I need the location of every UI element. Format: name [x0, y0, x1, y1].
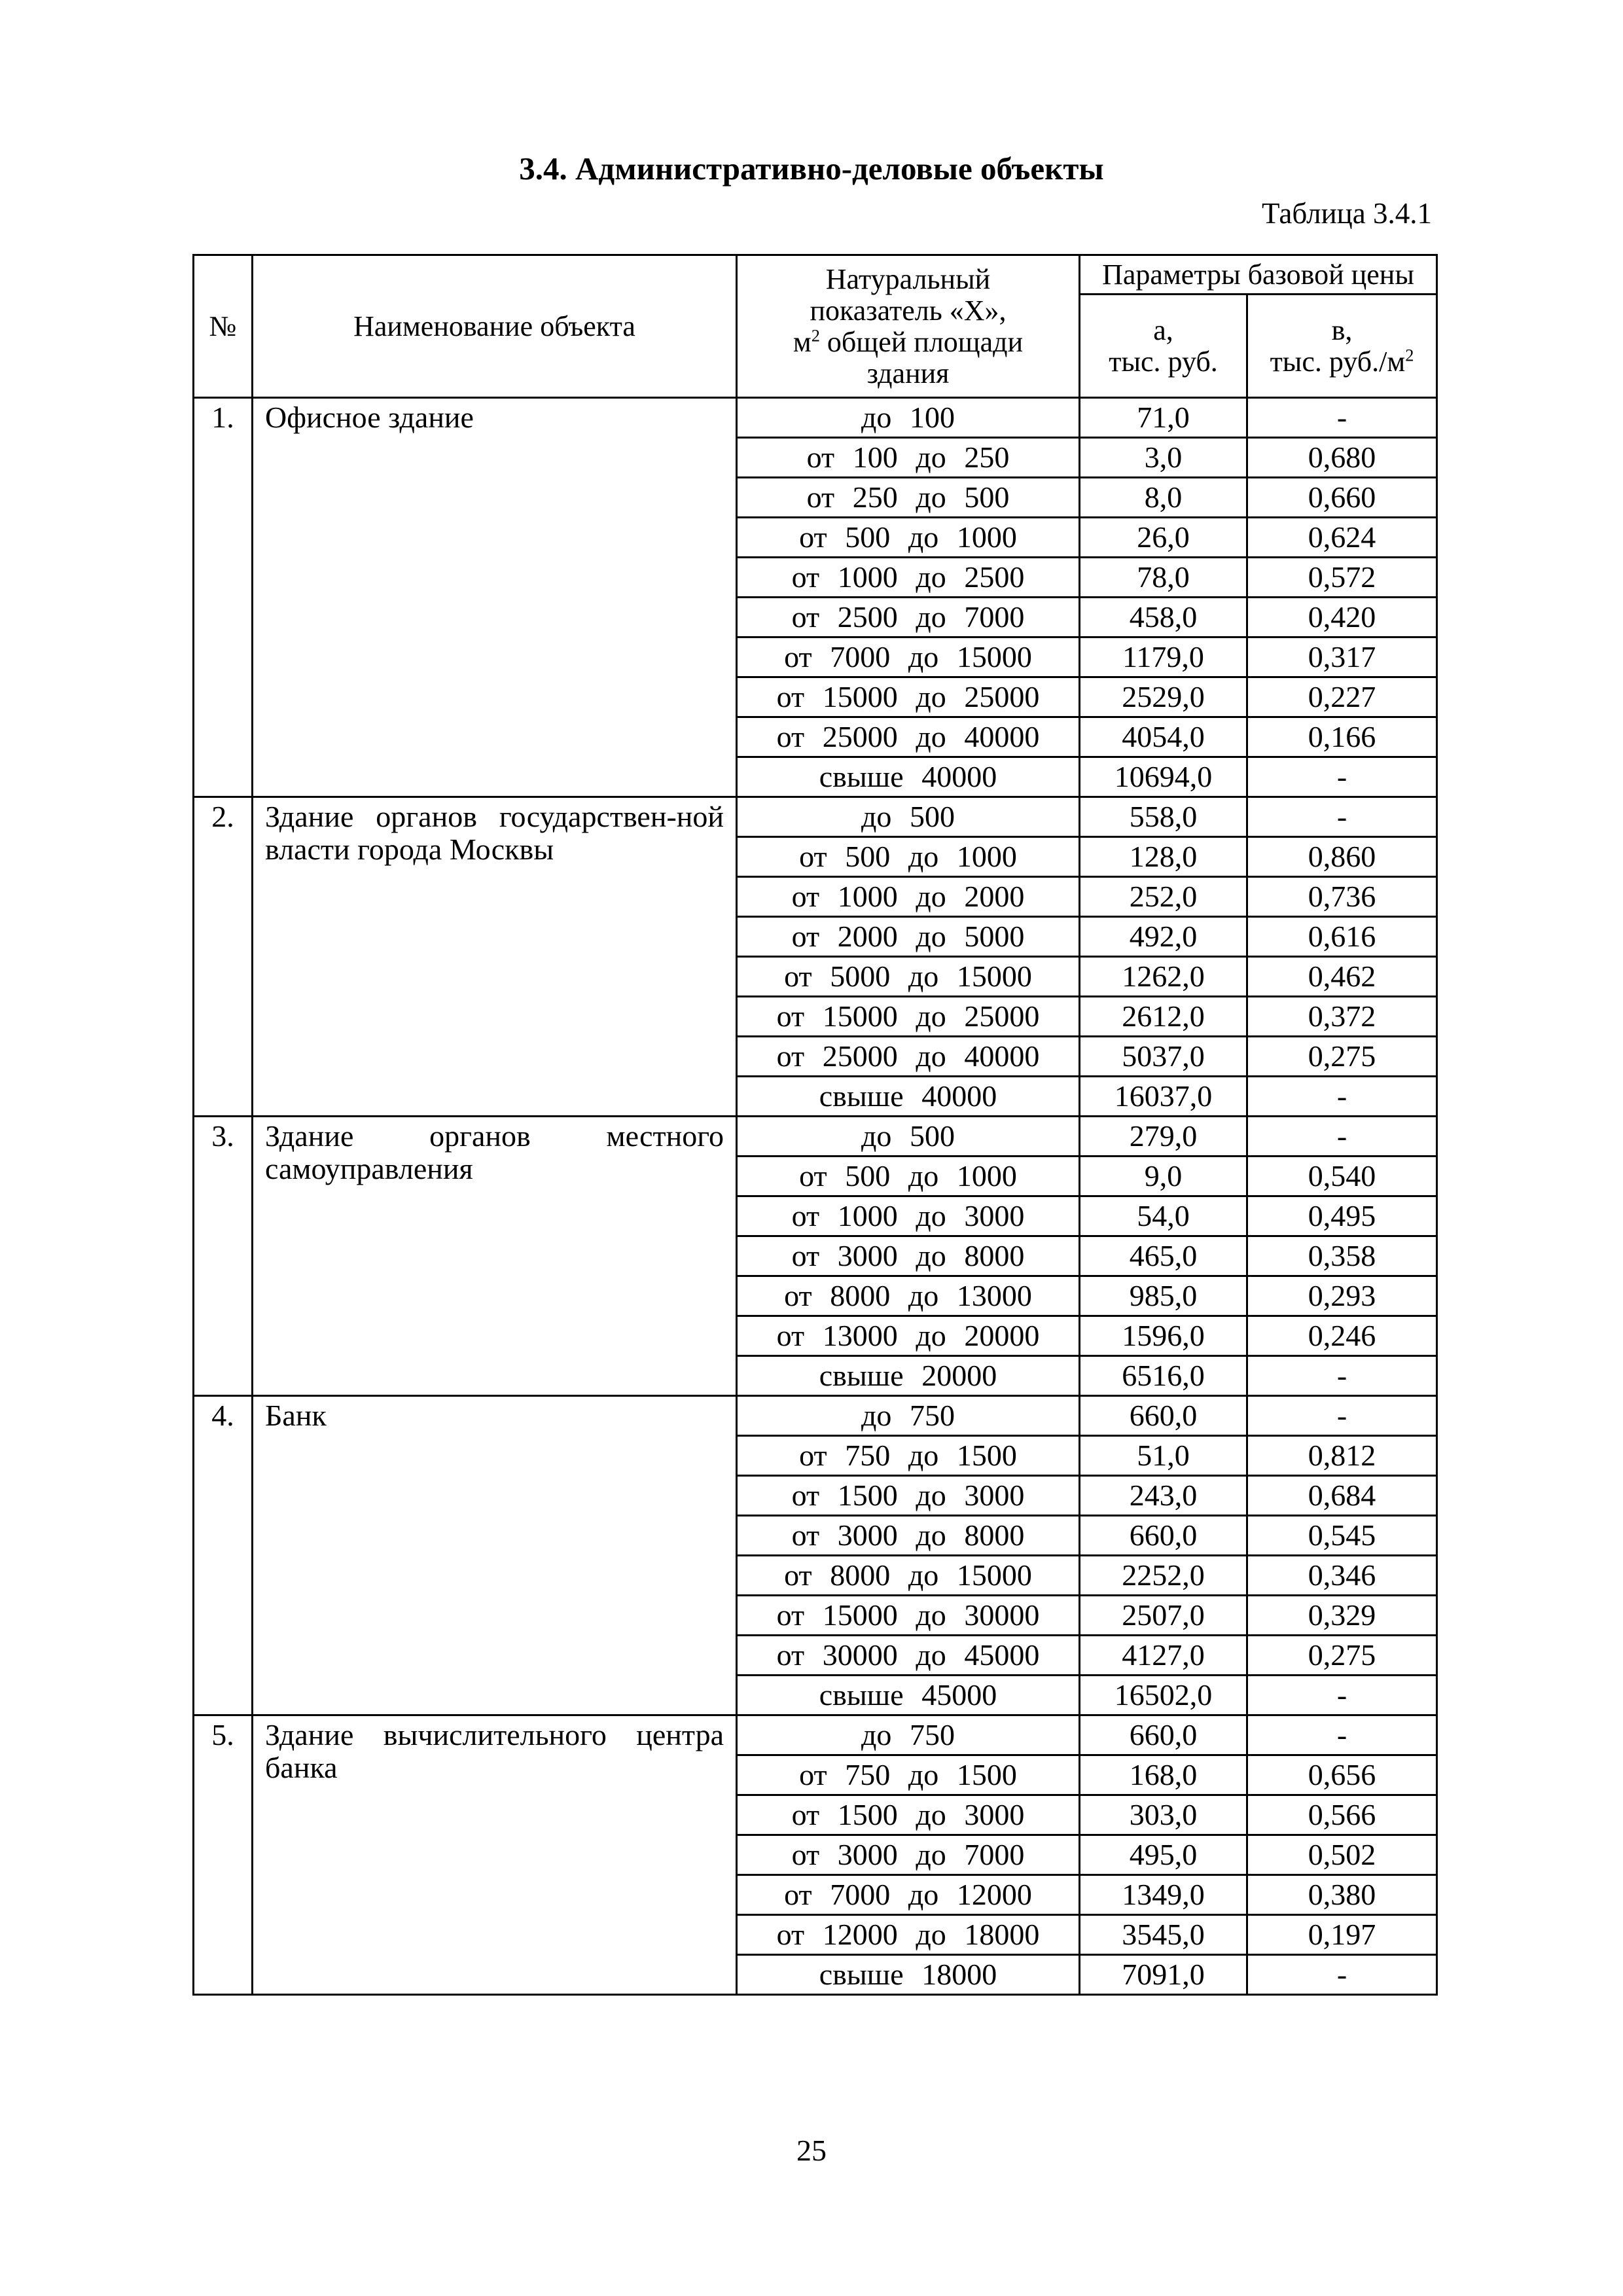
param-b-value: -: [1247, 398, 1437, 438]
area-range: от 15000 до 25000: [737, 997, 1080, 1037]
param-b-value: 0,545: [1247, 1516, 1437, 1556]
object-name: Здание органов местного самоуправления: [253, 1117, 737, 1396]
param-a-value: 660,0: [1080, 1715, 1247, 1755]
param-b-value: 0,346: [1247, 1556, 1437, 1596]
base-price-table: [192, 254, 1438, 1996]
table-row: [194, 797, 1437, 837]
header-param-b-unit: тыс. руб./м: [1270, 345, 1406, 378]
area-range: от 25000 до 40000: [737, 1037, 1080, 1077]
header-param-b-unit-power: 2: [1405, 344, 1414, 365]
param-a-value: 168,0: [1080, 1755, 1247, 1795]
param-a-value: 4054,0: [1080, 717, 1247, 757]
area-range: до 750: [737, 1715, 1080, 1755]
area-range: от 7000 до 15000: [737, 637, 1080, 677]
area-range: от 250 до 500: [737, 478, 1080, 518]
area-range: свыше 40000: [737, 757, 1080, 797]
param-a-value: 660,0: [1080, 1516, 1247, 1556]
param-b-value: 0,624: [1247, 518, 1437, 558]
object-number: 1.: [194, 398, 253, 797]
header-num: №: [194, 255, 253, 398]
area-range: от 100 до 250: [737, 438, 1080, 478]
param-a-value: 985,0: [1080, 1276, 1247, 1316]
header-param-a-symbol: а,: [1153, 314, 1173, 346]
area-range: до 500: [737, 1117, 1080, 1157]
area-range: от 30000 до 45000: [737, 1636, 1080, 1676]
area-range: от 1000 до 2000: [737, 877, 1080, 917]
area-range: до 100: [737, 398, 1080, 438]
param-b-value: 0,660: [1247, 478, 1437, 518]
area-range: свыше 45000: [737, 1676, 1080, 1715]
param-a-value: 2252,0: [1080, 1556, 1247, 1596]
area-range: от 3000 до 8000: [737, 1236, 1080, 1276]
param-a-value: 1596,0: [1080, 1316, 1247, 1356]
param-b-value: 0,227: [1247, 677, 1437, 717]
param-b-value: 0,736: [1247, 877, 1437, 917]
object-name: Офисное здание: [253, 398, 737, 797]
area-range: от 1500 до 3000: [737, 1795, 1080, 1835]
param-a-value: 9,0: [1080, 1157, 1247, 1196]
header-param-b-symbol: в,: [1331, 314, 1353, 346]
param-b-value: 0,860: [1247, 837, 1437, 877]
table-row: [194, 1117, 1437, 1157]
param-a-value: 78,0: [1080, 558, 1247, 598]
param-b-value: 0,317: [1247, 637, 1437, 677]
area-range: до 750: [737, 1396, 1080, 1436]
param-b-value: 0,540: [1247, 1157, 1437, 1196]
header-param-a: [1080, 295, 1247, 398]
param-b-value: 0,275: [1247, 1636, 1437, 1676]
area-range: от 8000 до 13000: [737, 1276, 1080, 1316]
header-indicator-line-1: Натуральный: [825, 262, 991, 295]
object-name: Здание вычислительного центра банка: [253, 1715, 737, 1995]
area-range: от 500 до 1000: [737, 1157, 1080, 1196]
param-b-value: -: [1247, 757, 1437, 797]
area-range: от 7000 до 12000: [737, 1875, 1080, 1915]
param-a-value: 2529,0: [1080, 677, 1247, 717]
table-body: [194, 398, 1437, 1995]
param-a-value: 303,0: [1080, 1795, 1247, 1835]
header-param-b: [1247, 295, 1437, 398]
param-a-value: 252,0: [1080, 877, 1247, 917]
param-b-value: -: [1247, 1117, 1437, 1157]
param-a-value: 243,0: [1080, 1476, 1247, 1516]
param-b-value: 0,166: [1247, 717, 1437, 757]
param-a-value: 1262,0: [1080, 957, 1247, 997]
param-a-value: 10694,0: [1080, 757, 1247, 797]
area-range: от 3000 до 8000: [737, 1516, 1080, 1556]
area-range: свыше 40000: [737, 1077, 1080, 1117]
object-number: 3.: [194, 1117, 253, 1396]
area-range: свыше 18000: [737, 1955, 1080, 1995]
param-a-value: 1349,0: [1080, 1875, 1247, 1915]
param-b-value: 0,495: [1247, 1196, 1437, 1236]
header-indicator-line-2: показатель «Х»,: [810, 294, 1007, 327]
area-range: от 1000 до 3000: [737, 1196, 1080, 1236]
param-a-value: 4127,0: [1080, 1636, 1247, 1676]
param-a-value: 3,0: [1080, 438, 1247, 478]
header-indicator-unit-power: 2: [811, 325, 820, 345]
param-a-value: 2612,0: [1080, 997, 1247, 1037]
param-b-value: -: [1247, 1676, 1437, 1715]
param-a-value: 8,0: [1080, 478, 1247, 518]
area-range: от 8000 до 15000: [737, 1556, 1080, 1596]
object-number: 4.: [194, 1396, 253, 1715]
param-a-value: 458,0: [1080, 598, 1247, 637]
area-range: от 750 до 1500: [737, 1755, 1080, 1795]
header-indicator-line-3: общей площади: [827, 325, 1024, 358]
param-a-value: 54,0: [1080, 1196, 1247, 1236]
param-a-value: 1179,0: [1080, 637, 1247, 677]
param-b-value: 0,680: [1247, 438, 1437, 478]
param-b-value: -: [1247, 1955, 1437, 1995]
area-range: от 2000 до 5000: [737, 917, 1080, 957]
param-b-value: 0,462: [1247, 957, 1437, 997]
param-b-value: 0,329: [1247, 1596, 1437, 1636]
param-a-value: 16502,0: [1080, 1676, 1247, 1715]
param-a-value: 26,0: [1080, 518, 1247, 558]
area-range: от 15000 до 25000: [737, 677, 1080, 717]
area-range: от 5000 до 15000: [737, 957, 1080, 997]
area-range: от 2500 до 7000: [737, 598, 1080, 637]
area-range: свыше 20000: [737, 1356, 1080, 1396]
header-indicator-unit: м: [793, 325, 812, 358]
table-header: [194, 255, 1437, 398]
param-a-value: 279,0: [1080, 1117, 1247, 1157]
param-b-value: 0,380: [1247, 1875, 1437, 1915]
param-a-value: 6516,0: [1080, 1356, 1247, 1396]
param-b-value: -: [1247, 1396, 1437, 1436]
object-number: 2.: [194, 797, 253, 1117]
header-indicator-line-4: здания: [866, 357, 950, 389]
param-b-value: -: [1247, 1715, 1437, 1755]
header-param-a-unit: тыс. руб.: [1109, 345, 1218, 378]
area-range: от 1500 до 3000: [737, 1476, 1080, 1516]
header-params: Параметры базовой цены: [1080, 255, 1437, 295]
area-range: от 15000 до 30000: [737, 1596, 1080, 1636]
param-a-value: 16037,0: [1080, 1077, 1247, 1117]
table-row: [194, 1396, 1437, 1436]
param-a-value: 465,0: [1080, 1236, 1247, 1276]
param-b-value: -: [1247, 797, 1437, 837]
param-b-value: 0,246: [1247, 1316, 1437, 1356]
param-a-value: 492,0: [1080, 917, 1247, 957]
header-indicator: [737, 255, 1080, 398]
param-b-value: 0,372: [1247, 997, 1437, 1037]
param-b-value: -: [1247, 1356, 1437, 1396]
area-range: от 3000 до 7000: [737, 1835, 1080, 1875]
area-range: от 750 до 1500: [737, 1436, 1080, 1476]
section-title: 3.4. Административно-деловые объекты: [519, 151, 1104, 187]
param-a-value: 51,0: [1080, 1436, 1247, 1476]
area-range: от 12000 до 18000: [737, 1915, 1080, 1955]
page-number: 25: [796, 2134, 827, 2167]
area-range: от 25000 до 40000: [737, 717, 1080, 757]
area-range: от 500 до 1000: [737, 837, 1080, 877]
table-row: [194, 398, 1437, 438]
param-a-value: 3545,0: [1080, 1915, 1247, 1955]
param-b-value: 0,293: [1247, 1276, 1437, 1316]
header-name: Наименование объекта: [253, 255, 737, 398]
param-a-value: 660,0: [1080, 1396, 1247, 1436]
param-a-value: 71,0: [1080, 398, 1247, 438]
param-b-value: 0,566: [1247, 1795, 1437, 1835]
param-b-value: -: [1247, 1077, 1437, 1117]
param-b-value: 0,502: [1247, 1835, 1437, 1875]
param-b-value: 0,812: [1247, 1436, 1437, 1476]
area-range: от 13000 до 20000: [737, 1316, 1080, 1356]
param-a-value: 495,0: [1080, 1835, 1247, 1875]
param-b-value: 0,358: [1247, 1236, 1437, 1276]
param-b-value: 0,275: [1247, 1037, 1437, 1077]
param-a-value: 7091,0: [1080, 1955, 1247, 1995]
param-a-value: 558,0: [1080, 797, 1247, 837]
param-b-value: 0,197: [1247, 1915, 1437, 1955]
object-number: 5.: [194, 1715, 253, 1995]
area-range: до 500: [737, 797, 1080, 837]
area-range: от 1000 до 2500: [737, 558, 1080, 598]
param-b-value: 0,420: [1247, 598, 1437, 637]
param-b-value: 0,656: [1247, 1755, 1437, 1795]
param-b-value: 0,572: [1247, 558, 1437, 598]
object-name: Здание органов государствен-ной власти города Москвы: [253, 797, 737, 1117]
param-a-value: 5037,0: [1080, 1037, 1247, 1077]
param-a-value: 128,0: [1080, 837, 1247, 877]
table-label: Таблица 3.4.1: [1262, 197, 1432, 230]
param-b-value: 0,684: [1247, 1476, 1437, 1516]
object-name: Банк: [253, 1396, 737, 1715]
param-a-value: 2507,0: [1080, 1596, 1247, 1636]
param-b-value: 0,616: [1247, 917, 1437, 957]
table-row: [194, 1715, 1437, 1755]
area-range: от 500 до 1000: [737, 518, 1080, 558]
